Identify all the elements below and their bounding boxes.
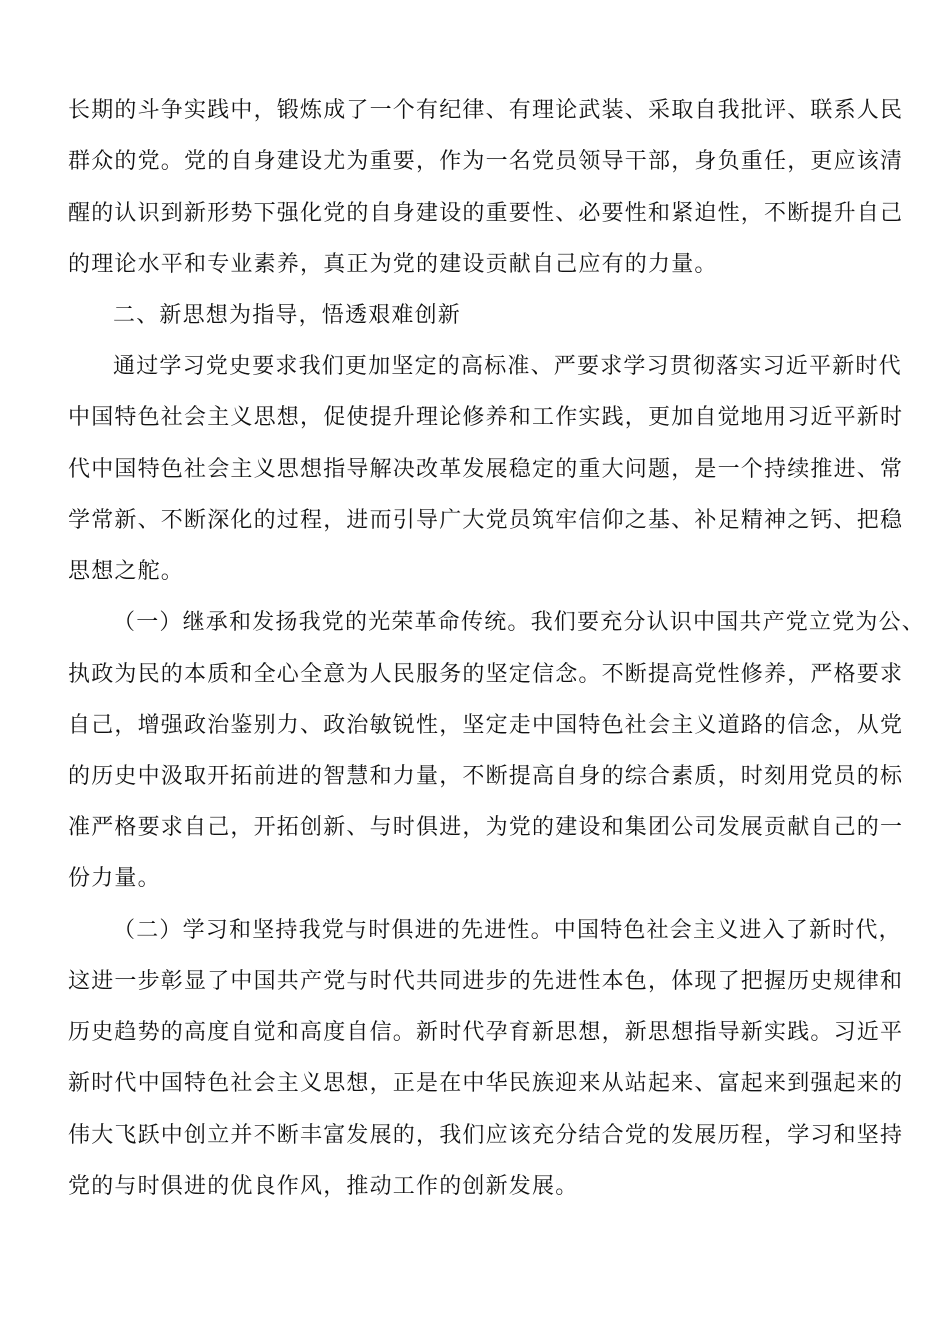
text-line: 思想之舵。 [68, 559, 185, 584]
text-line: 长期的斗争实践中，锻炼成了一个有纪律、有理论武装、采取自我批评、联系人民 [68, 98, 904, 123]
section-heading: 二、新思想为指导，悟透艰难创新 [113, 303, 462, 328]
text-line: 伟大飞跃中创立并不断丰富发展的，我们应该充分结合党的发展历程，学习和坚持 [68, 1123, 904, 1148]
subsection-first-line: （二）学习和坚持我党与时俱进的先进性。中国特色社会主义进入了新时代， [113, 918, 902, 943]
text-line: 份力量。 [68, 866, 161, 891]
text-line: 的理论水平和专业素养，真正为党的建设贡献自己应有的力量。 [68, 252, 718, 277]
text-line: 这进一步彰显了中国共产党与时代共同进步的先进性本色，体现了把握历史规律和 [68, 969, 904, 994]
text-line: 新时代中国特色社会主义思想，正是在中华民族迎来从站起来、富起来到强起来的 [68, 1071, 904, 1096]
text-line: 历史趋势的高度自觉和高度自信。新时代孕育新思想，新思想指导新实践。习近平 [68, 1020, 904, 1045]
text-line: 代中国特色社会主义思想指导解决改革发展稳定的重大问题，是一个持续推进、常 [68, 457, 904, 482]
text-line: 自己，增强政治鉴别力、政治敏锐性，坚定走中国特色社会主义道路的信念，从党 [68, 713, 904, 738]
text-line: 学常新、不断深化的过程，进而引导广大党员筑牢信仰之基、补足精神之钙、把稳 [68, 508, 904, 533]
text-line: 执政为民的本质和全心全意为人民服务的坚定信念。不断提高党性修养，严格要求 [68, 662, 904, 687]
text-line: 党的与时俱进的优良作风，推动工作的创新发展。 [68, 1174, 579, 1199]
text-line: 群众的党。党的自身建设尤为重要，作为一名党员领导干部，身负重任，更应该清 [68, 149, 904, 174]
paragraph-first-line: 通过学习党史要求我们更加坚定的高标准、严要求学习贯彻落实习近平新时代 [113, 354, 902, 379]
text-line: 中国特色社会主义思想，促使提升理论修养和工作实践，更加自觉地用习近平新时 [68, 405, 904, 430]
text-line: 的历史中汲取开拓前进的智慧和力量，不断提高自身的综合素质，时刻用党员的标 [68, 764, 904, 789]
text-line: 醒的认识到新形势下强化党的自身建设的重要性、必要性和紧迫性，不断提升自己 [68, 201, 904, 226]
subsection-first-line: （一）继承和发扬我党的光荣革命传统。我们要充分认识中国共产党立党为公、 [113, 610, 926, 635]
text-line: 准严格要求自己，开拓创新、与时俱进，为党的建设和集团公司发展贡献自己的一 [68, 815, 904, 840]
